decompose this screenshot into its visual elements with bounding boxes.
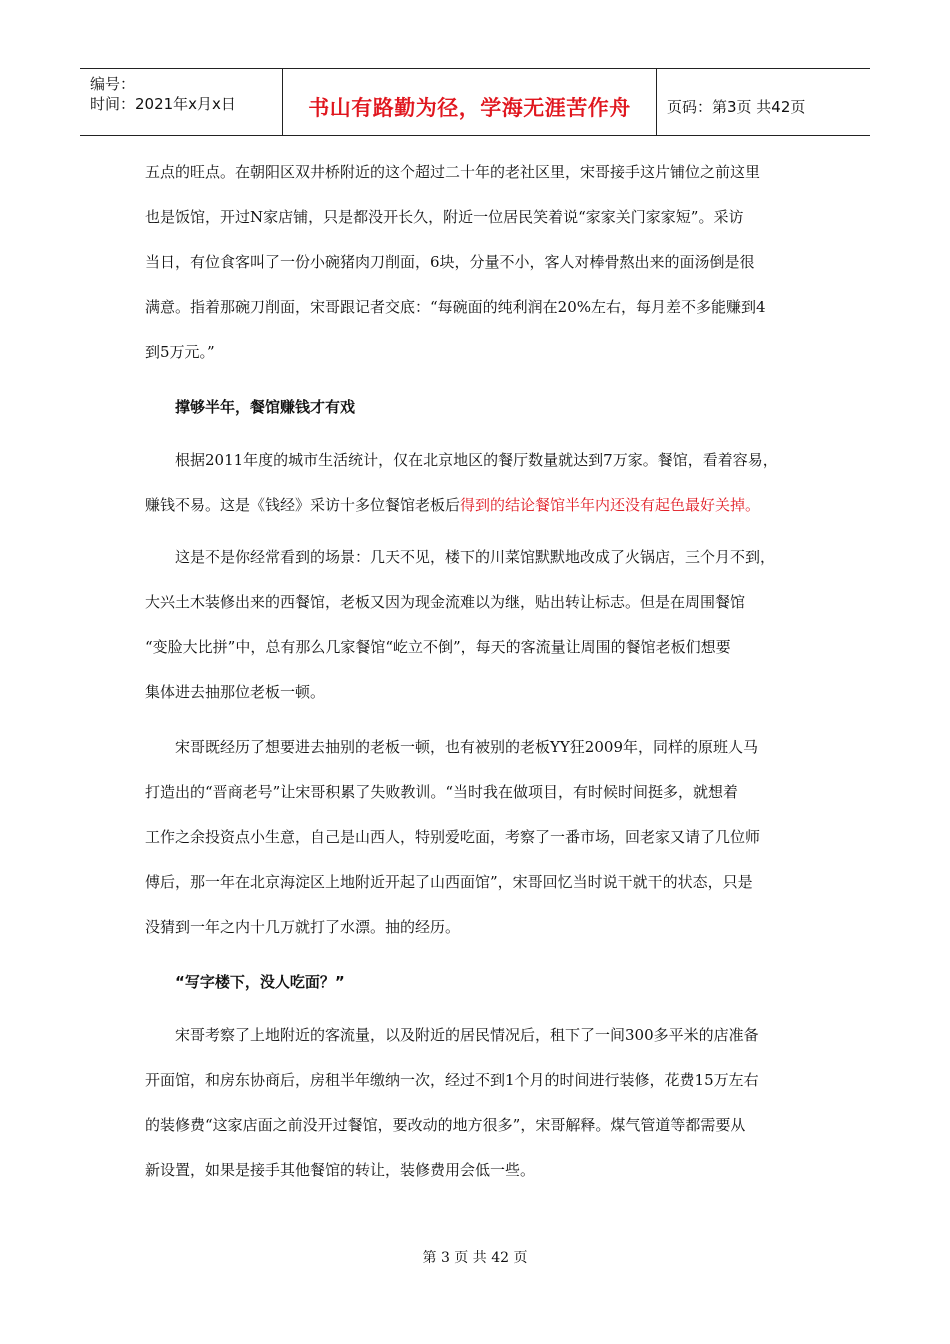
header-page-number: 页码：第3页 共42页 [667,98,806,116]
section-heading: 撑够半年，餐馆赚钱才有戏 [175,398,356,416]
paragraph-line: 的装修费“这家店面之前没开过餐馆，要改动的地方很多”，宋哥解释。煤气管道等都需要从 [145,1116,746,1134]
paragraph-line: 这是不是你经常看到的场景：几天不见，楼下的川菜馆默默地改成了火锅店，三个月不到， [175,548,776,566]
paragraph-line: 集体进去抽那位老板一顿。 [145,683,326,701]
section-heading: “写字楼下，没人吃面？” [175,973,345,991]
page-footer: 第 3 页 共 42 页 [422,1250,528,1266]
paragraph-line: 当日，有位食客叫了一份小碗猪肉刀削面，6块，分量不小，客人对棒骨熬出来的面汤倒是很 [145,253,755,271]
paragraph-line: 工作之余投资点小生意，自己是山西人，特别爱吃面，考察了一番市场，回老家又请了几位师 [145,828,761,846]
paragraph-line: 大兴土木装修出来的西餐馆，老板又因为现金流难以为继，贴出转让标志。但是在周围餐馆 [145,593,746,611]
paragraph-line: 新设置，如果是接手其他餐馆的转让，装修费用会低一些。 [145,1161,536,1179]
header-motto: 书山有路勤为径，学海无涯苦作舟 [308,96,631,120]
paragraph-line: 打造出的“晋商老号”让宋哥积累了失败教训。“当时我在做项目，有时候时间挺多，就想着 [145,783,739,801]
paragraph-text: 赚钱不易。这是《钱经》采访十多位餐馆老板后 [145,496,461,514]
paragraph-line: 傅后，那一年在北京海淀区上地附近开起了山西面馆”，宋哥回忆当时说干就干的状态，只是 [145,873,753,891]
paragraph-line: 到5万元。” [145,343,215,361]
paragraph-line: 没猜到一年之内十几万就打了水漂。抽的经历。 [145,918,461,936]
header-page-cell [657,69,870,135]
paragraph-line: 宋哥考察了上地附近的客流量，以及附近的居民情况后，租下了一间300多平米的店准备 [175,1026,759,1044]
paragraph-line: “变脸大比拼”中，总有那么几家餐馆“屹立不倒”，每天的客流量让周围的餐馆老板们想要 [145,638,731,656]
document-header [80,68,870,136]
header-motto-cell [283,69,657,135]
document-number-label: 编号： [90,75,136,93]
header-info-cell [80,69,283,135]
paragraph-line: 根据2011年度的城市生活统计，仅在北京地区的餐厅数量就达到7万家。餐馆，看着容易， [175,451,778,469]
paragraph-line: 五点的旺点。在朝阳区双井桥附近的这个超过二十年的老社区里，宋哥接手这片铺位之前这里 [145,163,761,181]
document-time-label: 时间：2021年x月x日 [90,95,236,113]
paragraph-line: 也是饭馆，开过N家店铺，只是都没开长久，附近一位居民笑着说“家家关门家家短”。采访 [145,208,744,226]
paragraph-line: 开面馆，和房东协商后，房租半年缴纳一次，经过不到1个月的时间进行装修，花费15万左右 [145,1071,759,1089]
paragraph-line: 宋哥既经历了想要进去抽别的老板一顿，也有被别的老板YY狂2009年，同样的原班人马 [175,738,758,756]
highlighted-conclusion: 得到的结论餐馆半年内还没有起色最好关掉。 [460,496,761,514]
paragraph-line: 满意。指着那碗刀削面，宋哥跟记者交底：“每碗面的纯利润在20%左右，每月差不多能赚到4 [145,298,766,316]
paragraph-line [145,494,760,515]
